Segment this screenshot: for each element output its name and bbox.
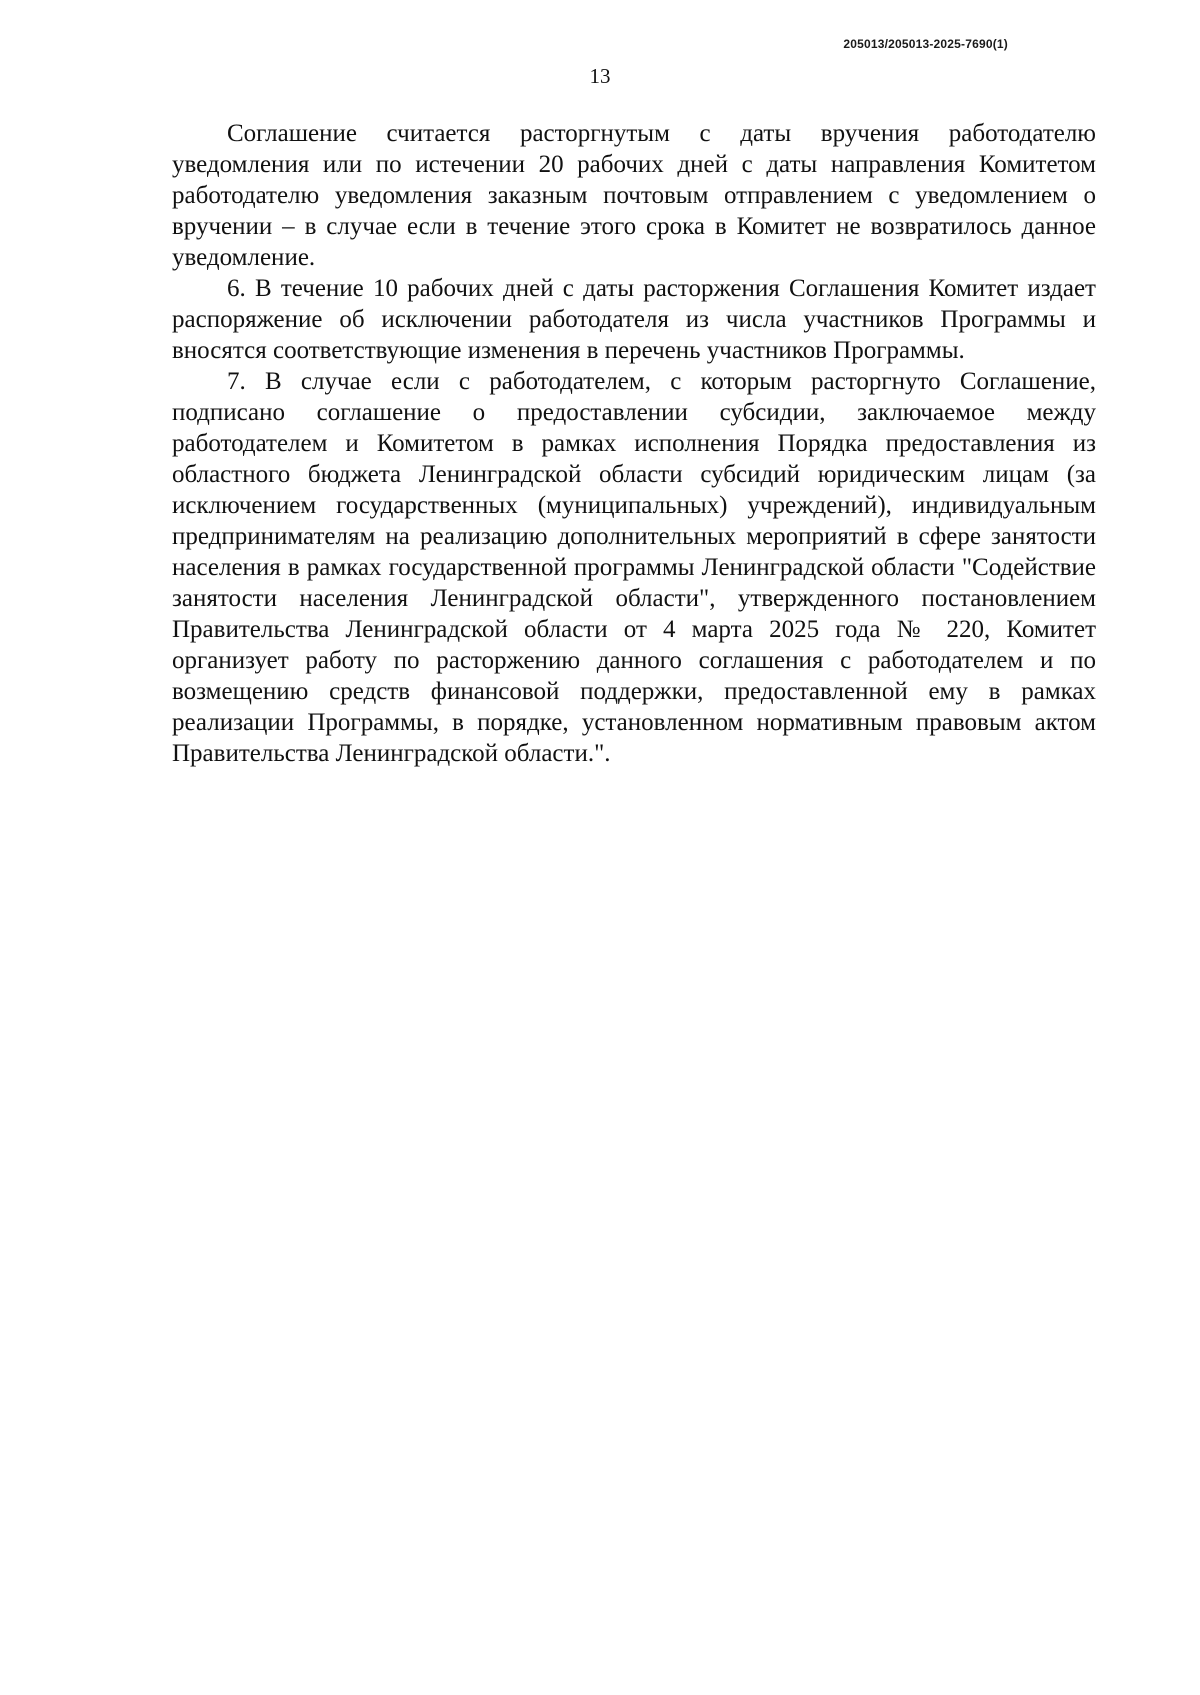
document-registration-number: 205013/205013-2025-7690(1) <box>843 37 1008 51</box>
paragraph-item-6: 6. В течение 10 рабочих дней с даты расторжения Соглашения Комитет издает распоряжение об исключении работодателя из числа участников Программы и вносятся соответствующие изменения в перечень участников Программы. <box>172 275 1096 364</box>
page-number: 13 <box>589 64 611 88</box>
paragraph-termination-date: Соглашение считается расторгнутым с даты вручения работодателю уведомления или по истечении 20 рабочих дней с даты направления Комитетом работодателю уведомления заказным почтовым отправлением с уведомлением о вручении – в случае если в течение этого срока в Комитет не возвратилось данное уведомление. <box>172 120 1096 271</box>
document-body <box>172 118 1096 769</box>
paragraph-item-7: 7. В случае если с работодателем, с которым расторгнуто Соглашение, подписано соглашение о предоставлении субсидии, заключаемое между работодателем и Комитетом в рамках исполнения Порядка предоставления из областного бюджета Ленинградской области субсидий юридическим лицам (за исключением государственных (муниципальных) учреждений), индивидуальным предпринимателям на реализацию дополнительных мероприятий в сфере занятости населения в рамках государственной программы Ленинградской области "Содействие занятости населения Ленинградской области", утвержденного постановлением Правительства Ленинградской области от 4 марта 2025 года № 220, Комитет организует работу по расторжению данного соглашения с работодателем и по возмещению средств финансовой поддержки, предоставленной ему в рамках реализации Программы, в порядке, установленном нормативным правовым актом Правительства Ленинградской области.". <box>172 368 1096 767</box>
